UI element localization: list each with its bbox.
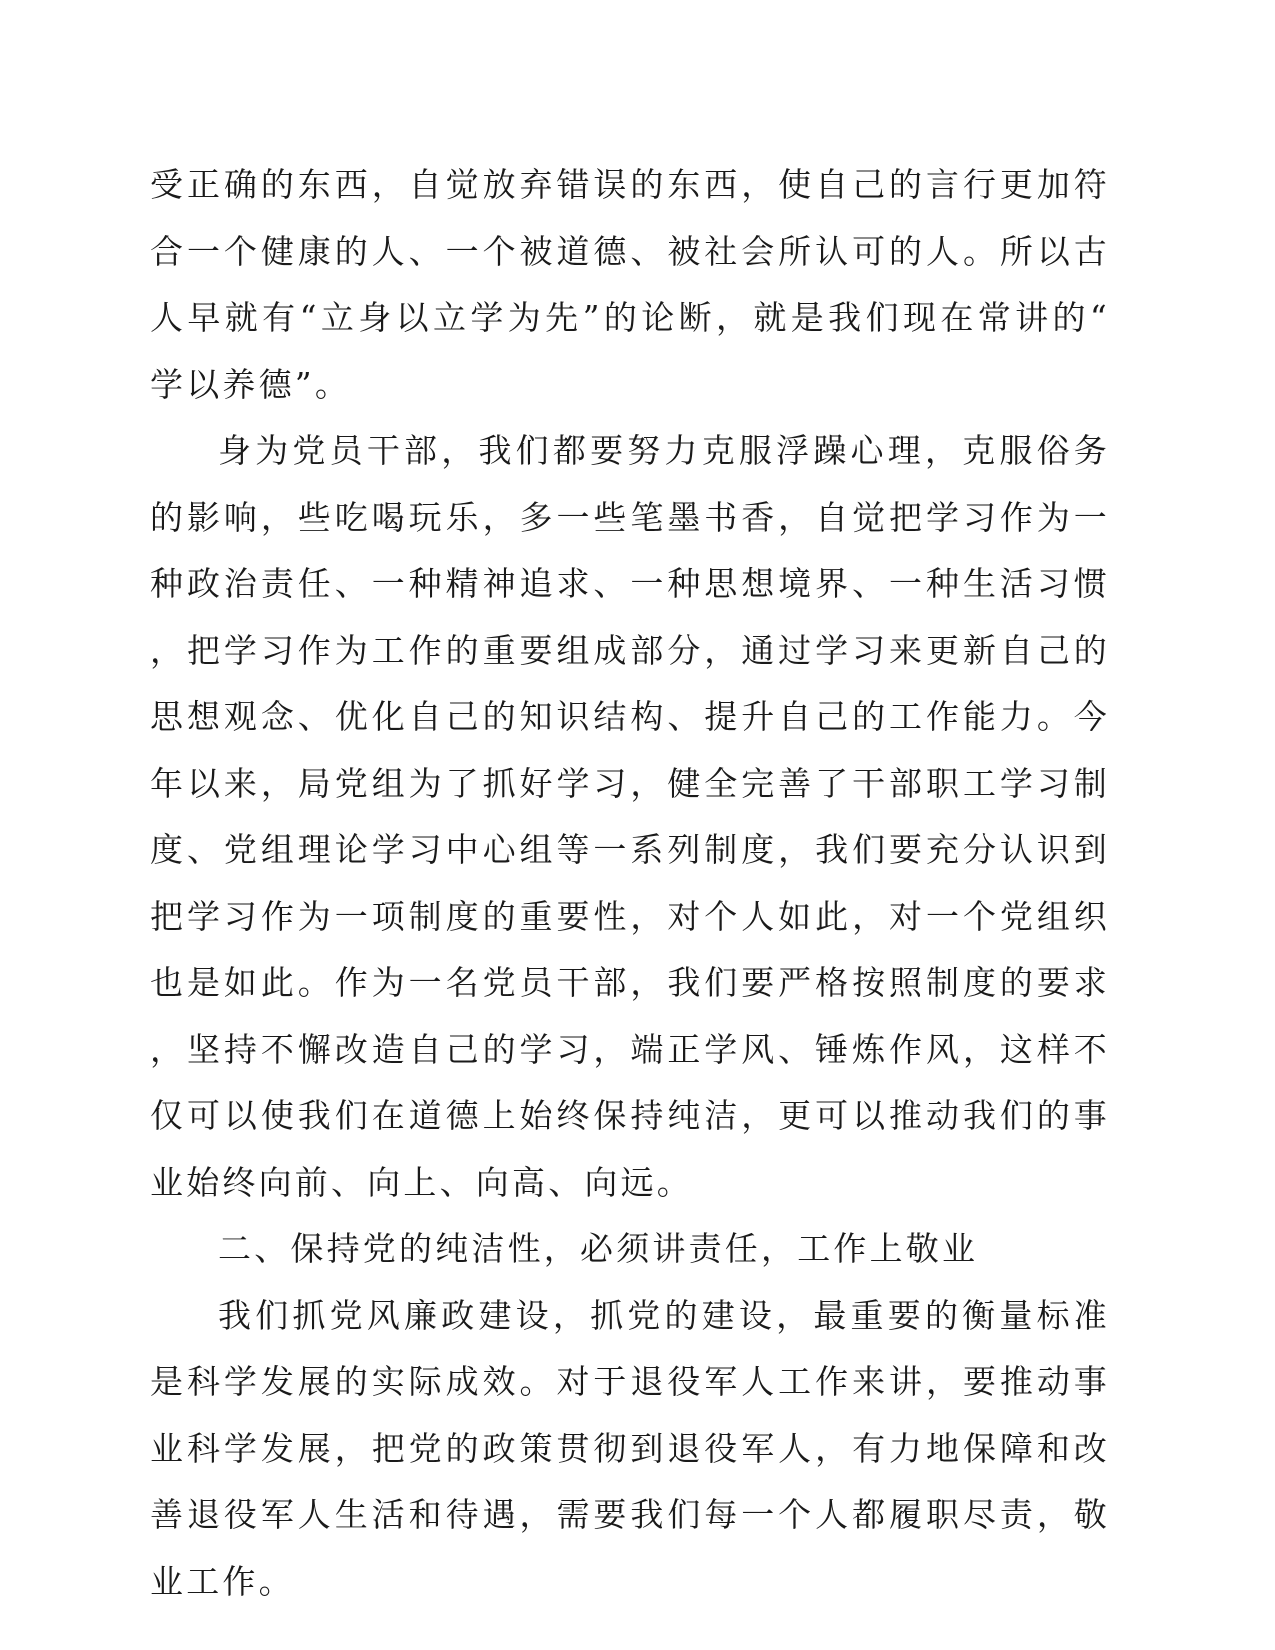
document-body: [150, 152, 1110, 1615]
section-heading-responsibility: 二、保持党的纯洁性，必须讲责任，工作上敬业: [218, 1229, 979, 1268]
paragraph-study: 身为党员干部，我们都要努力克服浮躁心理，克服俗务的影响，些吃喝玩乐，多一些笔墨书香，自觉把学习作为一种政治责任、一种精神追求、一种思想境界、一种生活习惯，把学习作为工作的重要组成部分，通过学习来更新自己的思想观念、优化自己的知识结构、提升自己的工作能力。今年以来，局党组为了抓好学习，健全完善了干部职工学习制度、党组理论学习中心组等一系列制度，我们要充分认识到把学习作为一项制度的重要性，对个人如此，对一个党组织也是如此。作为一名党员干部，我们要严格按照制度的要求，坚持不懈改造自己的学习，端正学风、锤炼作风，这样不仅可以使我们在道德上始终保持纯洁，更可以推动我们的事业始终向前、向上、向高、向远。: [150, 431, 1110, 1202]
paragraph-responsibility: 我们抓党风廉政建设，抓党的建设，最重要的衡量标准是科学发展的实际成效。对于退役军人工作来讲，要推动事业科学发展，把党的政策贯彻到退役军人，有力地保障和改善退役军人生活和待遇，需要我们每一个人都履职尽责，敬业工作。: [150, 1295, 1110, 1601]
paragraph-continuation: 受正确的东西，自觉放弃错误的东西，使自己的言行更加符合一个健康的人、一个被道德、被社会所认可的人。所以古人早就有“立身以立学为先”的论断，就是我们现在常讲的“学以养德”。: [150, 165, 1110, 404]
